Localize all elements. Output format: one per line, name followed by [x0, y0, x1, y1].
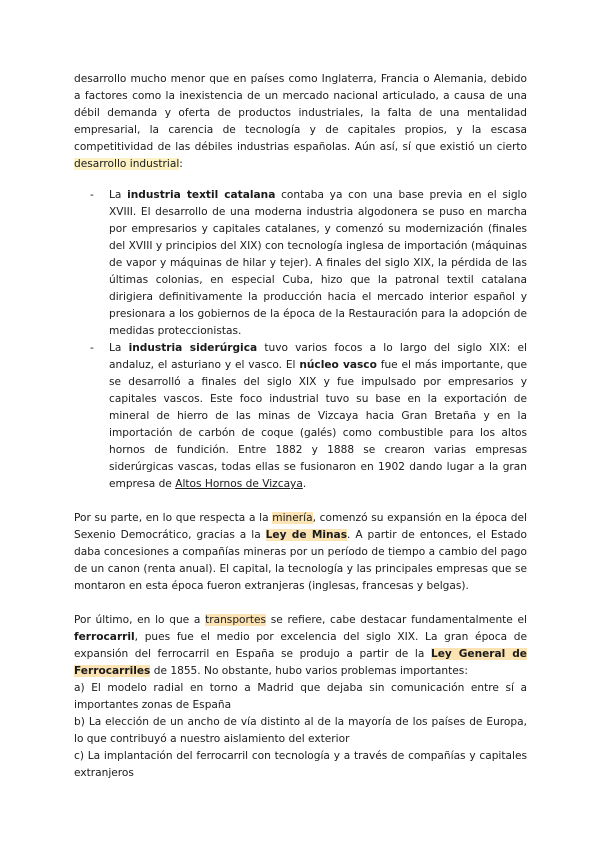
highlight-desarrollo-industrial: desarrollo industrial — [74, 158, 180, 170]
document-page — [74, 71, 527, 782]
industry-list — [74, 187, 527, 493]
problem-item-a: a) El modelo radial en torno a Madrid que dejaba sin comunicación entre sí a importantes zonas de España — [74, 682, 527, 711]
term-industria-textil: industria textil catalana — [127, 189, 276, 201]
term-altos-hornos: Altos Hornos de Vizcaya — [175, 478, 303, 490]
term-industria-siderurgica: industria siderúrgica — [128, 342, 258, 354]
term-ley-general-ferrocarriles: Ley General de Ferrocarriles — [74, 648, 527, 677]
list-item-textil: - La industria textil catalana contaba ya con una base previa en el siglo XVIII. El desarrollo de una moderna industria algodonera se puso en marcha por empresarios y capitales catalanes, y comenzó su modernización (finales del XVIII y principios del XIX) con tecnología inglesa de importación (máquinas de vapor y máquinas de hilar y tejer). A finales del siglo XIX, la pérdida de las últimas colonias, en especial Cuba, hizo que la patronal textil catalana dirigiera definitivamente la producción hacia el mercado interior español y presionara a los gobiernos de la época de la Restauración para la adopción de medidas proteccionistas. — [74, 187, 527, 340]
highlight-transportes: transportes — [205, 614, 267, 626]
mineria-paragraph: Por su parte, en lo que respecta a la minería, comenzó su expansión en la época del Sexenio Democrático, gracias a la Ley de Minas. A partir de entonces, el Estado daba concesiones a compañías mineras por un período de tiempo a cambio del pago de un canon (renta anual). El capital, la tecnología y las principales empresas que se montaron en esta época fueron extranjeras (inglesas, francesas y belgas). — [74, 512, 527, 592]
term-ley-de-minas: Ley de Minas — [265, 529, 348, 541]
term-nucleo-vasco: núcleo vasco — [299, 359, 377, 371]
problem-item-b: b) La elección de un ancho de vía distinto al de la mayoría de los países de Europa, lo que contribuyó a nuestro aislamiento del exterior — [74, 716, 527, 745]
problem-item-c: c) La implantación del ferrocarril con tecnología y a través de compañías y capitales extranjeros — [74, 750, 527, 779]
intro-paragraph: desarrollo mucho menor que en países como Inglaterra, Francia o Alemania, debido a factores como la inexistencia de un mercado nacional articulado, a causa de una débil demanda y oferta de productos industriales, la falta de una mentalidad empresarial, la carencia de tecnología y de capitales propios, y la escasa competitividad de las débiles industrias españolas. Aún así, sí que existió un cierto desarrollo industrial: — [74, 73, 527, 170]
list-item-siderurgica: - La industria siderúrgica tuvo varios focos a lo largo del siglo XIX: el andaluz, el asturiano y el vasco. El núcleo vasco fue el más importante, que se desarrolló a finales del siglo XIX y fue impulsado por empresarios y capitales vascos. Este foco industrial tuvo su base en la exportación de mineral de hierro de las minas de Vizcaya hacia Gran Bretaña y en la importación de carbón de coque (galés) como combustible para los altos hornos de fundición. Entre 1882 y 1888 se crearon varias empresas siderúrgicas vascas, todas ellas se fusionaron en 1902 dando lugar a la gran empresa de Altos Hornos de Vizcaya. — [74, 340, 527, 493]
term-ferrocarril: ferrocarril — [74, 631, 135, 643]
highlight-mineria: minería — [272, 512, 313, 524]
transportes-paragraph: Por último, en lo que a transportes se refiere, cabe destacar fundamentalmente el ferrocarril, pues fue el medio por excelencia del siglo XIX. La gran época de expansión del ferrocarril en España se produjo a partir de la Ley General de Ferrocarriles de 1855. No obstante, hubo varios problemas importantes: — [74, 614, 527, 677]
